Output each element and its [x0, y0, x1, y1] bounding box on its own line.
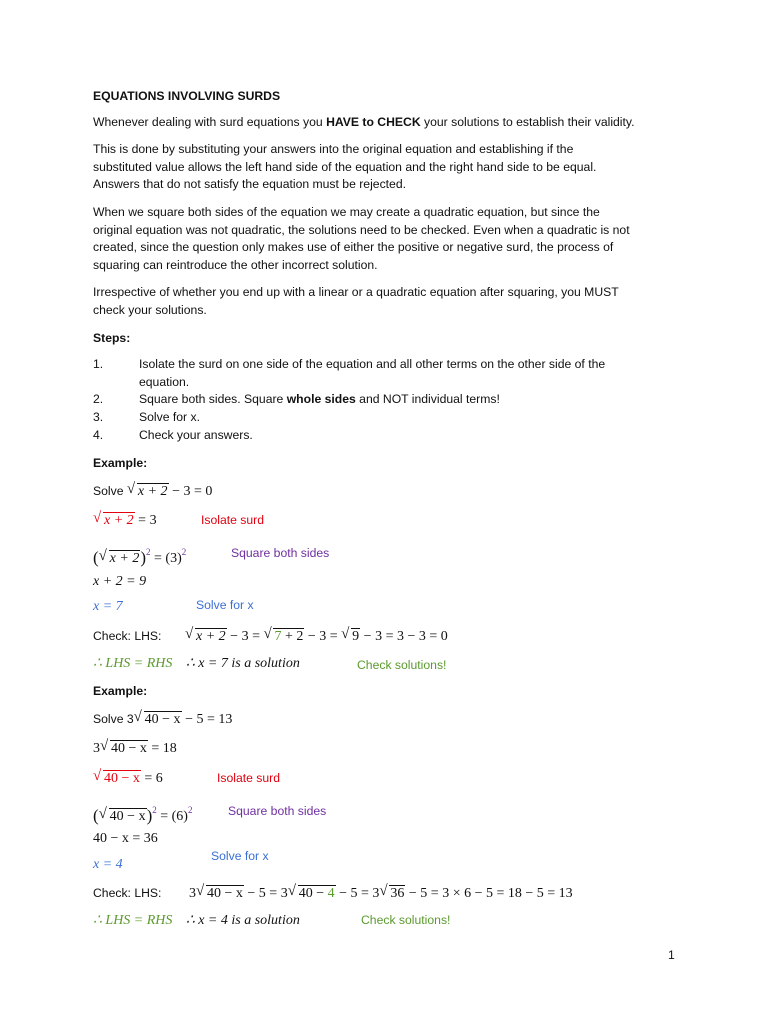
surd-expression — [380, 885, 405, 903]
step-number: 1. — [93, 357, 104, 371]
check-expression — [185, 628, 448, 646]
substituted-value: 7 — [274, 629, 282, 644]
surd-expression — [100, 550, 141, 568]
solve-label: Solve — [93, 484, 124, 498]
step-text-line: Isolate the surd on one side of the equation and all other terms on the other side of the — [139, 357, 606, 371]
list-item — [93, 409, 683, 427]
surd-expression — [289, 885, 336, 903]
exponent: 2 — [152, 805, 157, 815]
solution-statement: ∴ x = 4 is a solution — [185, 913, 300, 928]
lhs-equals-rhs: ∴ LHS = RHS — [93, 656, 173, 671]
intro-text-bold: HAVE to CHECK — [326, 115, 421, 129]
paragraph-line: When we square both sides of the equation we may create a quadratic equation, but since the — [93, 205, 600, 219]
equation-rest: − 5 = 13 — [185, 712, 233, 727]
example-1-isolate — [93, 512, 683, 530]
exponent: 2 — [187, 805, 193, 815]
check-label: Check: LHS: — [93, 629, 162, 643]
equation-rest: − 5 = 3 × 6 − 5 = 18 − 5 = 13 — [408, 886, 573, 901]
paragraph-substitution — [93, 141, 683, 194]
example-2-problem — [93, 711, 683, 729]
step-text-pre: Square both sides. Square — [139, 392, 287, 406]
step-text: Check your answers. — [139, 428, 253, 442]
exponent: 2 — [146, 547, 151, 557]
step-text-bold: whole sides — [286, 392, 356, 406]
equation-rest: − 3 = — [230, 629, 260, 644]
equation-rest: = (6) — [160, 809, 188, 824]
step-text — [139, 356, 684, 391]
example-2-step — [93, 740, 683, 758]
paragraph-line: check your solutions. — [93, 302, 207, 317]
steps-heading: Steps: — [93, 331, 131, 345]
list-item — [93, 356, 683, 392]
isolate-surd-note: Isolate surd — [201, 513, 265, 527]
radicand: 40 − — [298, 886, 328, 901]
check-solutions-note: Check solutions! — [361, 913, 451, 927]
radicand: 40 − x — [104, 771, 140, 786]
check-expression — [189, 885, 573, 903]
isolate-surd-note: Isolate surd — [217, 771, 281, 785]
example-2-square: (√ $40 - x)^2 = (6)^2$ Square both sides — [93, 802, 683, 826]
lhs-equals-rhs: ∴ LHS = RHS — [93, 913, 173, 928]
equation-rest: = (3) — [154, 551, 182, 566]
step-number: 2. — [93, 392, 104, 406]
paragraph-line: squaring can reintroduce the other incorrect solution. — [93, 257, 378, 272]
example-1-heading: Example: — [93, 456, 148, 470]
step-text-line: equation. — [139, 374, 190, 389]
surd-expression — [342, 628, 360, 646]
example-2-check — [93, 885, 683, 903]
surd-expression — [128, 483, 169, 501]
example-2-heading: Example: — [93, 684, 148, 698]
equation-rest: − 3 = — [307, 629, 338, 644]
example-1-square: (√ $x + 2)^2 = (3)^2$ Square both sides — [93, 544, 683, 568]
paragraph-line: created, since the question only makes use of either the positive or negative surd, the process of — [93, 240, 614, 254]
equation-rest: − 3 = 3 − 3 = 0 — [363, 629, 448, 644]
surd-expression — [94, 770, 141, 788]
radicand: 40 − x — [207, 886, 243, 901]
list-item — [93, 427, 683, 445]
paragraph-line: This is done by substituting your answers into the original equation and establishing if the — [93, 142, 574, 156]
step-number: 3. — [93, 410, 104, 424]
radicand: 40 − x — [144, 712, 181, 727]
equation-rest: − 3 = 0 — [172, 484, 213, 499]
equation-rest: = 3 — [138, 513, 157, 528]
example-1-solution — [93, 598, 683, 616]
paragraph-squaring — [93, 204, 683, 274]
solution-statement: ∴ x = 7 is a solution — [185, 656, 300, 671]
paragraph-line: Irrespective of whether you end up with a linear or a quadratic equation after squaring, you MUST — [93, 285, 619, 299]
radicand: 9 — [352, 629, 360, 644]
radicand: x + 2 — [104, 513, 134, 528]
surd-expression — [135, 711, 182, 729]
equation-rest: − 5 = 3 — [339, 886, 380, 901]
radicand: x + 2 — [196, 629, 226, 644]
solve-for-x-note: Solve for x — [211, 849, 269, 863]
equation-rest: = 6 — [144, 771, 163, 786]
example-1-problem — [93, 483, 683, 501]
substituted-value: 4 — [327, 886, 335, 901]
coefficient: 3 — [189, 886, 196, 901]
radicand: 36 — [390, 886, 405, 901]
example-1-check — [93, 628, 683, 646]
paragraph-line: Answers that do not satisfy the equation must be rejected. — [93, 177, 406, 191]
equation-rest: − 5 = 3 — [247, 886, 288, 901]
example-2-isolate — [93, 770, 683, 788]
example-2-linear: 40 − x = 36 — [93, 831, 158, 846]
list-item — [93, 391, 683, 409]
radicand: + 2 — [284, 629, 304, 644]
square-both-sides-note: Square both sides — [228, 804, 327, 818]
step-text-post: and NOT individual terms! — [355, 392, 500, 406]
check-solutions-note: Check solutions! — [357, 658, 447, 672]
document-title: EQUATIONS INVOLVING SURDS — [93, 89, 281, 103]
example-1-linear: x + 2 = 9 — [93, 574, 147, 589]
solution-value: x = 7 — [93, 599, 123, 614]
solve-label: Solve 3 — [93, 712, 134, 726]
steps-list — [93, 356, 683, 446]
equation-rest: = 18 — [151, 741, 177, 756]
example-2-conclusion — [93, 912, 683, 930]
radicand: x + 2 — [137, 484, 168, 499]
coefficient: 3 — [93, 741, 100, 756]
solve-for-x-note: Solve for x — [196, 598, 254, 612]
paragraph-line: original equation was not quadratic, the solutions need to be checked. Even when a quadratic is not — [93, 222, 630, 237]
solution-value: x = 4 — [93, 857, 123, 872]
surd-expression — [94, 512, 135, 530]
step-text — [139, 391, 684, 409]
step-number: 4. — [93, 428, 104, 442]
surd-expression — [100, 808, 147, 826]
radicand: 40 − x — [109, 809, 146, 824]
surd-expression — [186, 628, 227, 646]
example-2-solution — [93, 849, 683, 874]
surd-expression — [264, 628, 304, 646]
page-number: 1 — [668, 948, 675, 962]
square-both-sides-note: Square both sides — [231, 546, 330, 560]
intro-text-post: your solutions to establish their validity. — [420, 115, 635, 129]
check-label: Check: LHS: — [93, 886, 162, 900]
example-1-conclusion — [93, 655, 683, 673]
intro-paragraph — [93, 114, 683, 132]
surd-expression — [197, 885, 244, 903]
exponent: 2 — [181, 547, 187, 557]
intro-text-pre: Whenever dealing with surd equations you — [93, 115, 327, 129]
surd-expression — [101, 740, 148, 758]
paragraph-must-check — [93, 284, 683, 319]
radicand: x + 2 — [109, 551, 140, 566]
radicand: 40 − x — [111, 741, 147, 756]
paragraph-line: substituted value allows the left hand side of the equation and the right hand side to be equal. — [93, 159, 597, 174]
step-text: Solve for x. — [139, 410, 200, 424]
